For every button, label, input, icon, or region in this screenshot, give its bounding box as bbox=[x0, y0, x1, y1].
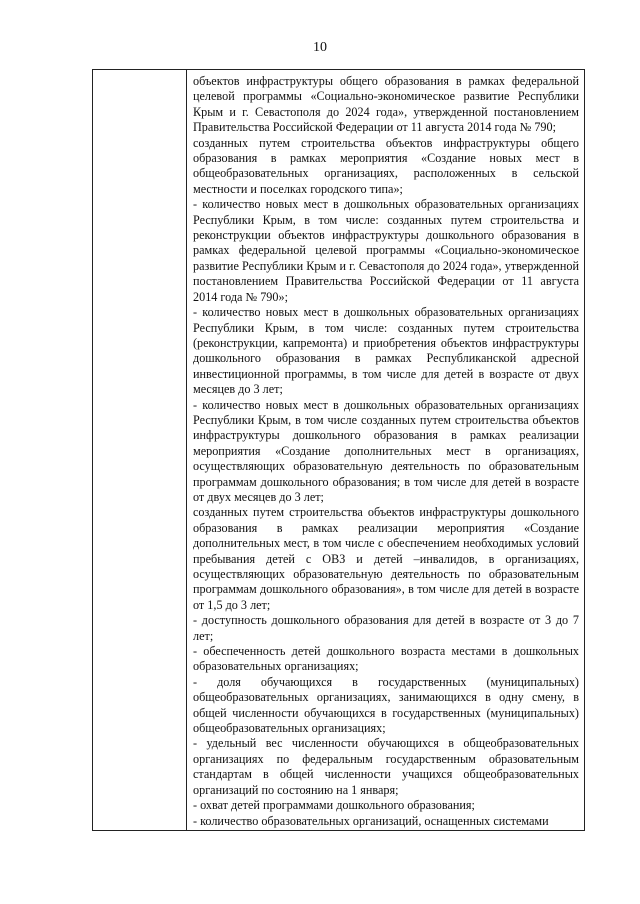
indicator-paragraph: - доступность дошкольного образования для детей в возрасте от 3 до 7 лет; bbox=[193, 613, 579, 643]
indicator-paragraph: - обеспеченность детей дошкольного возраста местами в дошкольных образовательных организациях; bbox=[193, 644, 579, 674]
indicator-paragraph: созданных путем строительства объектов инфраструктуры дошкольного образования в рамках реализации мероприятия «Создание дополнительных мест, в том числе с обеспечением необходимых условий пребывания детей с ОВЗ и детей –инвалидов, в организациях, осуществляющих образовательную деятельность по образовательным программам дошкольного образования», в том числе для детей в возрасте от 1,5 до 3 лет; bbox=[193, 505, 579, 612]
indicator-paragraph: - количество новых мест в дошкольных образовательных организациях Республики Крым, в том числе: созданных путем строительства (реконструкции, капремонта) и приобретения объектов инфраструктуры дошкольного образования в рамках Республиканской адресной инвестиционной программы, в том числе для детей в возрасте от двух месяцев до 3 лет; bbox=[193, 305, 579, 397]
table-right-cell bbox=[187, 70, 584, 830]
page-number: 10 bbox=[313, 40, 327, 55]
indicator-paragraph: - количество новых мест в дошкольных образовательных организациях Республики Крым, в том числе: созданных путем строительства и реконструкции объектов инфраструктуры дошкольного образования в рамках федеральной целевой программы «Социально-экономическое развитие Республики Крым и г. Севастополя до 2024 года», утвержденной постановлением Правительства Российской Федерации от 11 августа 2014 года № 790»; bbox=[193, 197, 579, 304]
indicator-paragraph: - количество новых мест в дошкольных образовательных организациях Республики Крым, в том числе созданных путем строительства объектов инфраструктуры дошкольного образования в рамках реализации мероприятия «Создание дополнительных мест в организациях, осуществляющих образовательную деятельность по образовательным программам дошкольного образования; в том числе для детей в возрасте от двух месяцев до 3 лет; bbox=[193, 397, 579, 504]
indicator-paragraph: - доля обучающихся в государственных (муниципальных) общеобразовательных организациях, занимающихся в одну смену, в общей численности обучающихся в государственных (муниципальных) общеобразовательных организациях; bbox=[193, 674, 579, 736]
indicator-paragraph: созданных путем строительства объектов инфраструктуры общего образования в рамках мероприятия «Создание новых мест в общеобразовательных организациях, расположенных в сельской местности и поселках городского типа»; bbox=[193, 135, 579, 196]
indicator-paragraph: - удельный вес численности обучающихся в общеобразовательных организациях по федеральным государственным образовательным стандартам в общей численности учащихся общеобразовательных организаций по состоянию на 1 января; bbox=[193, 736, 579, 797]
indicators-table bbox=[92, 69, 585, 831]
table-left-cell bbox=[93, 70, 187, 830]
indicator-paragraph: - количество образовательных организаций, оснащенных системами bbox=[193, 813, 549, 828]
indicator-paragraph: объектов инфраструктуры общего образования в рамках федеральной целевой программы «Социально-экономическое развитие Республики Крым и г. Севастополя до 2024 года», утвержденной постановлением Правительства Российской Федерации от 11 августа 2014 года № 790; bbox=[193, 74, 579, 135]
indicator-paragraph: - охват детей программами дошкольного образования; bbox=[193, 798, 475, 813]
